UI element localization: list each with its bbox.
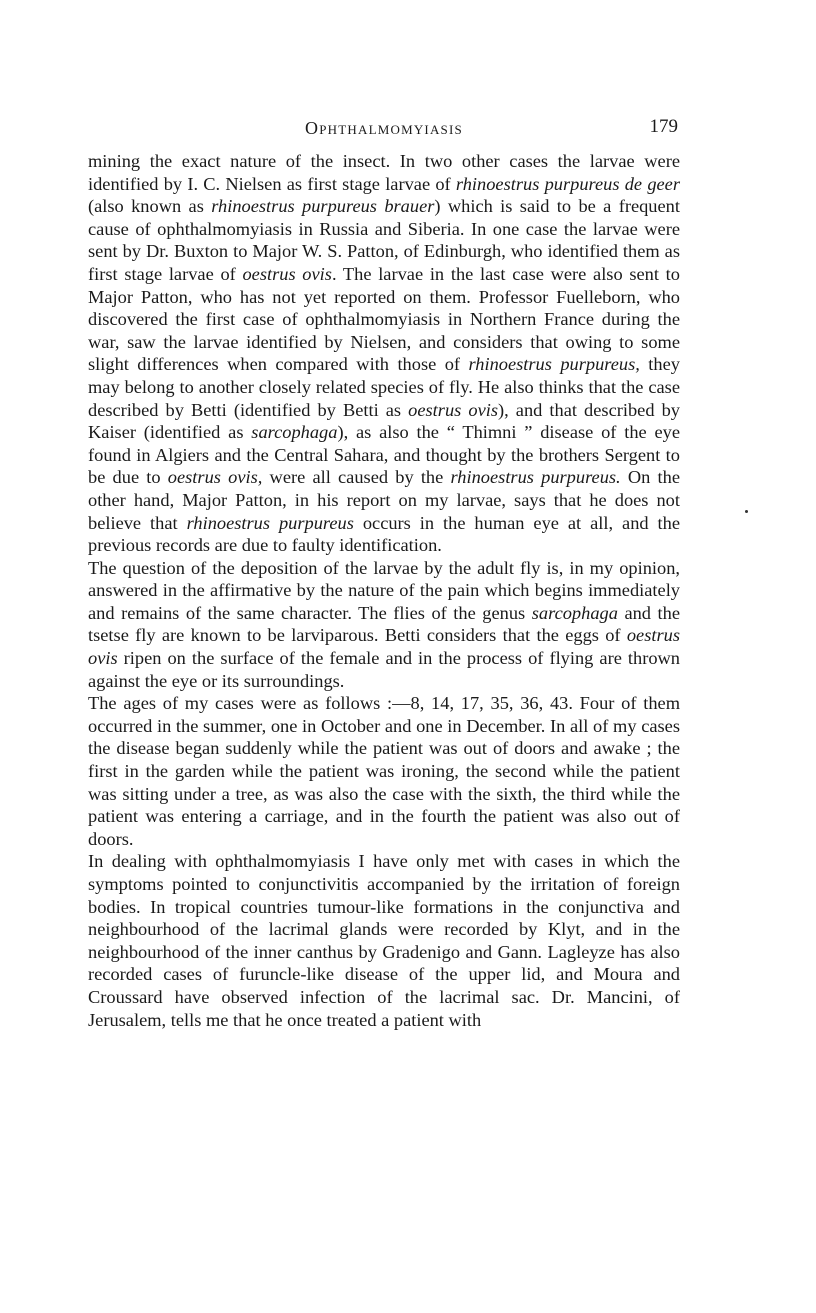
text-run: The ages of my cases were as follows :—8, 14, 17, 35, 36, 43. Four of them occurred in the summer, one in October and one in December. In all of my cases the disease began suddenly while the patient was out of doors and awake ; the first in the garden while the patient was ironing, the second while the patient was sitting under a tree, as was also the case with the sixth, the third while the patient was entering a carriage, and in the fourth the patient was also out of doors. — [88, 693, 680, 849]
page-number: 179 — [649, 116, 678, 137]
italic-term: oestrus ovis, — [167, 467, 263, 488]
italic-term: rhinoestrus purpureus — [186, 512, 354, 533]
italic-term: rhinoestrus purpureus. — [450, 467, 621, 488]
text-run: ), and that described by Kaiser (identified as — [88, 399, 680, 443]
margin-speck — [745, 510, 748, 513]
text-run: and the tsetse fly are known to be larviparous. Betti considers that the eggs of — [88, 602, 681, 646]
paragraph — [88, 150, 680, 557]
text-run: they may belong to another closely related species of fly. He also thinks that the case described by Betti (identified by Betti as — [88, 354, 680, 420]
paragraph — [88, 557, 680, 693]
text-run: In dealing with ophthalmomyiasis I have only met with cases in which the symptoms pointed to conjunctivitis accompanied by the irritation of foreign bodies. In tropical countries tumour-like formations in the conjunctiva and neighbourhood of the lacrimal glands were recorded by Klyt, and in the neighbourhood of the inner canthus by Gradenigo and Gann. Lagleyze has also recorded cases of furuncle-like disease of the upper lid, and Moura and Croussard have observed infection of the lacrimal sac. Dr. Mancini, of Jerusalem, tells me that he once treated a patient with — [88, 851, 680, 1030]
page — [88, 116, 680, 1031]
text-run: were all caused by the — [262, 467, 451, 488]
text-run: occurs in the human eye at all, and the previous records are due to faulty identification. — [88, 512, 680, 556]
text-run: ripen on the surface of the female and in the process of flying are thrown against the eye or its surroundings. — [88, 648, 680, 691]
italic-term: sarcophaga — [531, 602, 618, 623]
paragraph — [88, 692, 680, 850]
text-run: mining the exact nature of the insect. In two other cases the larvae were identified by I. C. Nielsen as first stage larvae of — [88, 151, 680, 194]
text-run: ) which is said to be a frequent cause of ophthalmomyiasis in Russia and Siberia. In one case the larvae were sent by Dr. Buxton to Major W. S. Patton, of Edinburgh, who identified them as first stage larvae of — [88, 196, 680, 284]
text-run: The question of the deposition of the larvae by the adult fly is, in my opinion, answered in the affirmative by the nature of the pain which begins immediately and remains of the same character. The flies of the genus — [88, 557, 680, 623]
italic-term: oestrus ovis — [242, 263, 332, 284]
italic-term: oestrus ovis — [408, 399, 498, 420]
running-title: Ophthalmomyiasis — [305, 118, 463, 138]
italic-term: rhinoestrus purpureus brauer — [211, 196, 435, 217]
body-text — [88, 150, 680, 1031]
text-run: (also known as — [88, 196, 212, 217]
running-head — [88, 116, 680, 146]
italic-term: oestrus ovis — [88, 625, 680, 669]
text-run: . The larvae in the last case were also sent to Major Patton, who has not yet reported on them. Professor Fuelleborn, who discovered the first case of ophthalmomyiasis in Northern France during the war, saw the larvae identified by Nielsen, and considers that owing to some slight differences when compared with those of — [88, 263, 680, 375]
italic-term: sarcophaga — [251, 422, 338, 443]
italic-term: rhinoestrus purpureus de geer — [455, 173, 680, 194]
paragraph — [88, 850, 680, 1031]
text-run: ), as also the “ Thimni ” disease of the eye found in Algiers and the Central Sahara, and thought by the brothers Sergent to be due to — [88, 422, 680, 488]
text-run: On the other hand, Major Patton, in his report on my larvae, says that he does not believe that — [88, 467, 680, 533]
italic-term: rhinoestrus purpureus, — [468, 354, 640, 375]
